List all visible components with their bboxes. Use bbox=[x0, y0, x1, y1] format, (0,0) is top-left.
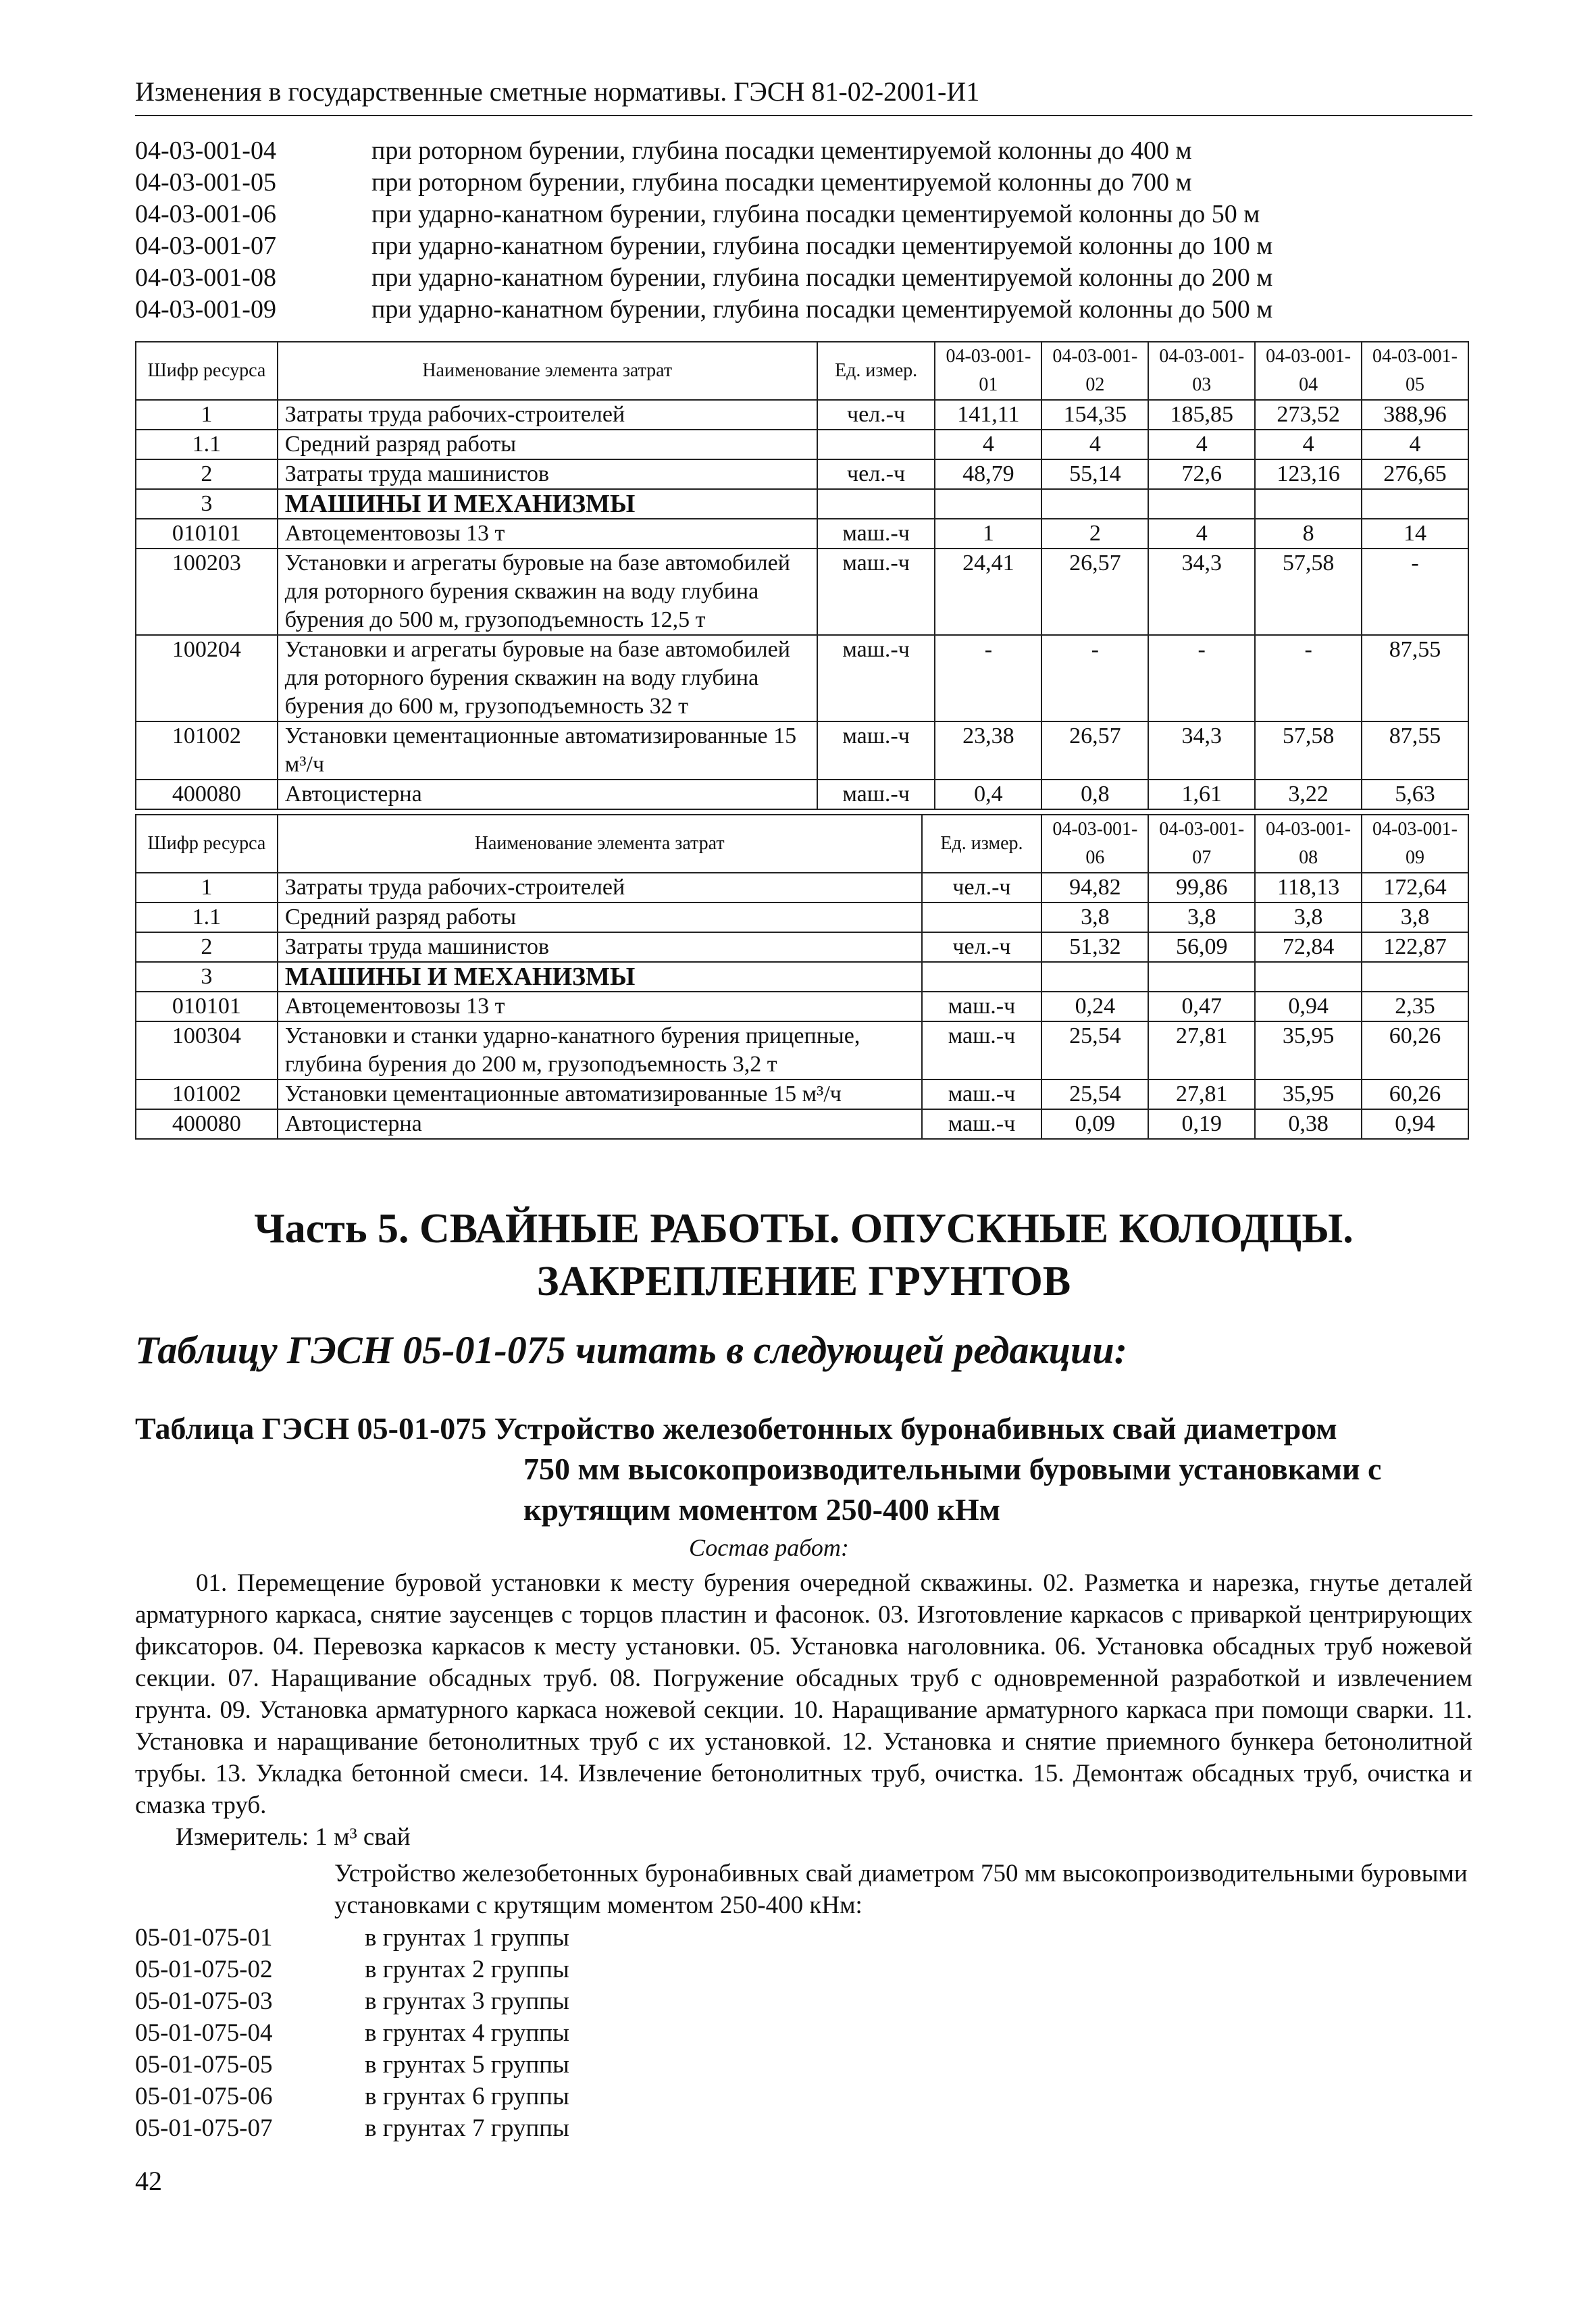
col-header-norm: 04-03-001-02 bbox=[1041, 342, 1148, 400]
list-item: 05-01-075-05 в грунтах 5 группы bbox=[135, 2051, 569, 2079]
col-header-norm: 04-03-001-03 bbox=[1148, 342, 1255, 400]
measure-label: Измеритель: bbox=[176, 1823, 309, 1851]
col-header-name: Наименование элемента затрат bbox=[278, 815, 922, 873]
table-row: 010101 Автоцементовозы 13 т маш.-ч 1 2 4 8 14 bbox=[136, 519, 1468, 549]
table-section-row: 3 МАШИНЫ И МЕХАНИЗМЫ bbox=[136, 962, 1468, 992]
col-header-norm: 04-03-001-08 bbox=[1255, 815, 1362, 873]
table-title bbox=[135, 1408, 1472, 1530]
list-item: 05-01-075-02 в грунтах 2 группы bbox=[135, 1956, 569, 1983]
table-row: 1.1 Средний разряд работы 3,8 3,8 3,8 3,8 bbox=[136, 903, 1468, 932]
col-header-norm: 04-03-001-09 bbox=[1362, 815, 1468, 873]
table-row: 100203 Установки и агрегаты буровые на базе автомобилей для роторного бурения скважин на воду глубина бурения до 500 м, грузоподъемность 12,5 т маш.-ч 24,41 26,57 34,3 57,58 - bbox=[136, 549, 1468, 635]
page-number: 42 bbox=[135, 2166, 162, 2196]
table-row: 100204 Установки и агрегаты буровые на базе автомобилей для роторного бурения скважин на воду глубина бурения до 600 м, грузоподъемность 32 т маш.-ч - - - - 87,55 bbox=[136, 635, 1468, 721]
measure bbox=[176, 1823, 411, 1852]
list-item: 05-01-075-03 в грунтах 3 группы bbox=[135, 1987, 569, 2015]
table-title-lead: Таблица ГЭСН 05-01-075 Устройство железобетонных буронабивных свай диаметром bbox=[135, 1411, 1337, 1446]
table-row: 1 Затраты труда рабочих-строителей чел.-ч 141,11 154,35 185,85 273,52 388,96 bbox=[136, 400, 1468, 430]
col-header-code: Шифр ресурса bbox=[136, 342, 278, 400]
table-row: 400080 Автоцистерна маш.-ч 0,4 0,8 1,61 3,22 5,63 bbox=[136, 780, 1468, 809]
col-header-norm: 04-03-001-06 bbox=[1041, 815, 1148, 873]
col-header-norm: 04-03-001-05 bbox=[1362, 342, 1468, 400]
col-header-name: Наименование элемента затрат bbox=[278, 342, 817, 400]
table-row: 2 Затраты труда машинистов чел.-ч 48,79 55,14 72,6 123,16 276,65 bbox=[136, 459, 1468, 489]
norm-description: Устройство железобетонных буронабивных свай диаметром 750 мм высокопроизводительными буровыми установками с крутящим моментом 250-400 кНм: bbox=[334, 1860, 1468, 1919]
col-header-norm: 04-03-001-04 bbox=[1255, 342, 1362, 400]
table-row: 400080 Автоцистерна маш.-ч 0,09 0,19 0,38 0,94 bbox=[136, 1109, 1468, 1139]
list-item: 05-01-075-06 в грунтах 6 группы bbox=[135, 2083, 569, 2110]
list-item: 05-01-075-04 в грунтах 4 группы bbox=[135, 2019, 569, 2047]
resource-table-2 bbox=[135, 814, 1469, 1140]
list-item: 05-01-075-01 в грунтах 1 группы bbox=[135, 1924, 569, 1952]
table-title-rest: 750 мм высокопроизводительными буровыми установками с крутящим моментом 250-400 кНм bbox=[523, 1452, 1382, 1527]
col-header-norm: 04-03-001-07 bbox=[1148, 815, 1255, 873]
table-row: 101002 Установки цементационные автоматизированные 15 м³/ч маш.-ч 25,54 27,81 35,95 60,26 bbox=[136, 1079, 1468, 1109]
resource-table-1 bbox=[135, 341, 1469, 810]
col-header-unit: Ед. измер. bbox=[817, 342, 935, 400]
list-item: 04-03-001-04 при роторном бурении, глубина посадки цементируемой колонны до 400 м bbox=[135, 136, 1192, 165]
list-item: 04-03-001-09 при ударно-канатном бурении, глубина посадки цементируемой колонны до 500 м bbox=[135, 295, 1273, 324]
part-title: Часть 5. СВАЙНЫЕ РАБОТЫ. ОПУСКНЫЕ КОЛОДЦЫ. ЗАКРЕПЛЕНИЕ ГРУНТОВ bbox=[254, 1206, 1354, 1304]
table-header-row bbox=[136, 815, 1468, 873]
col-header-unit: Ед. измер. bbox=[922, 815, 1042, 873]
table-row: 2 Затраты труда машинистов чел.-ч 51,32 56,09 72,84 122,87 bbox=[136, 932, 1468, 962]
col-header-norm: 04-03-001-01 bbox=[935, 342, 1041, 400]
list-item: 04-03-001-06 при ударно-канатном бурении, глубина посадки цементируемой колонны до 50 м bbox=[135, 200, 1260, 228]
table-row: 1.1 Средний разряд работы 4 4 4 4 4 bbox=[136, 430, 1468, 459]
code-list-top bbox=[135, 135, 1272, 326]
table-row: 010101 Автоцементовозы 13 т маш.-ч 0,24 0,47 0,94 2,35 bbox=[136, 992, 1468, 1021]
table-section-row: 3 МАШИНЫ И МЕХАНИЗМЫ bbox=[136, 489, 1468, 519]
running-header: Изменения в государственные сметные нормативы. ГЭСН 81-02-2001-И1 bbox=[135, 76, 980, 107]
table-row: 1 Затраты труда рабочих-строителей чел.-ч 94,82 99,86 118,13 172,64 bbox=[136, 873, 1468, 903]
col-header-code: Шифр ресурса bbox=[136, 815, 278, 873]
composition-text: 01. Перемещение буровой установки к месту бурения очередной скважины. 02. Разметка и нарезка, гнутье деталей арматурного каркаса, снятие заусенцев с торцов пластин и фасонок. 03. Изготовление каркасов с приваркой центрирующих фиксаторов. 04. Перевозка каркасов к месту установки. 05. Установка наголовника. 06. Установка обсадных труб ножевой секции. 07. Наращивание обсадных труб. 08. Погружение обсадных труб с одновременной разработкой и извлечением грунта. 09. Установка арматурного каркаса ножевой секции. 10. Наращивание арматурного каркаса при помощи сварки. 11. Установка и наращивание бетонолитных труб с их установкой. 12. Установка и снятие приемного бункера бетонолитной трубы. 13. Укладка бетонной смеси. 14. Извлечение бетонолитных труб, очистка. 15. Демонтаж обсадных труб, очистка и смазка труб. bbox=[135, 1569, 1472, 1819]
header-divider bbox=[135, 115, 1472, 116]
list-item: 04-03-001-07 при ударно-канатном бурении, глубина посадки цементируемой колонны до 100 м bbox=[135, 232, 1273, 260]
list-item: 04-03-001-08 при ударно-канатном бурении, глубина посадки цементируемой колонны до 200 м bbox=[135, 263, 1273, 292]
list-item: 04-03-001-05 при роторном бурении, глубина посадки цементируемой колонны до 700 м bbox=[135, 168, 1192, 197]
code-list-bottom bbox=[135, 1922, 569, 2144]
list-item: 05-01-075-07 в грунтах 7 группы bbox=[135, 2114, 569, 2142]
measure-value: 1 м³ свай bbox=[315, 1823, 411, 1851]
table-row: 100304 Установки и станки ударно-канатного бурения прицепные, глубина бурения до 200 м, грузоподъемность 3,2 т маш.-ч 25,54 27,81 35,95 60,26 bbox=[136, 1021, 1468, 1079]
table-header-row bbox=[136, 342, 1468, 400]
instruction-heading: Таблицу ГЭСН 05-01-075 читать в следующей редакции: bbox=[135, 1328, 1127, 1372]
table-row: 101002 Установки цементационные автоматизированные 15 м³/ч маш.-ч 23,38 26,57 34,3 57,58 87,55 bbox=[136, 721, 1468, 780]
composition-heading: Состав работ: bbox=[689, 1534, 849, 1561]
